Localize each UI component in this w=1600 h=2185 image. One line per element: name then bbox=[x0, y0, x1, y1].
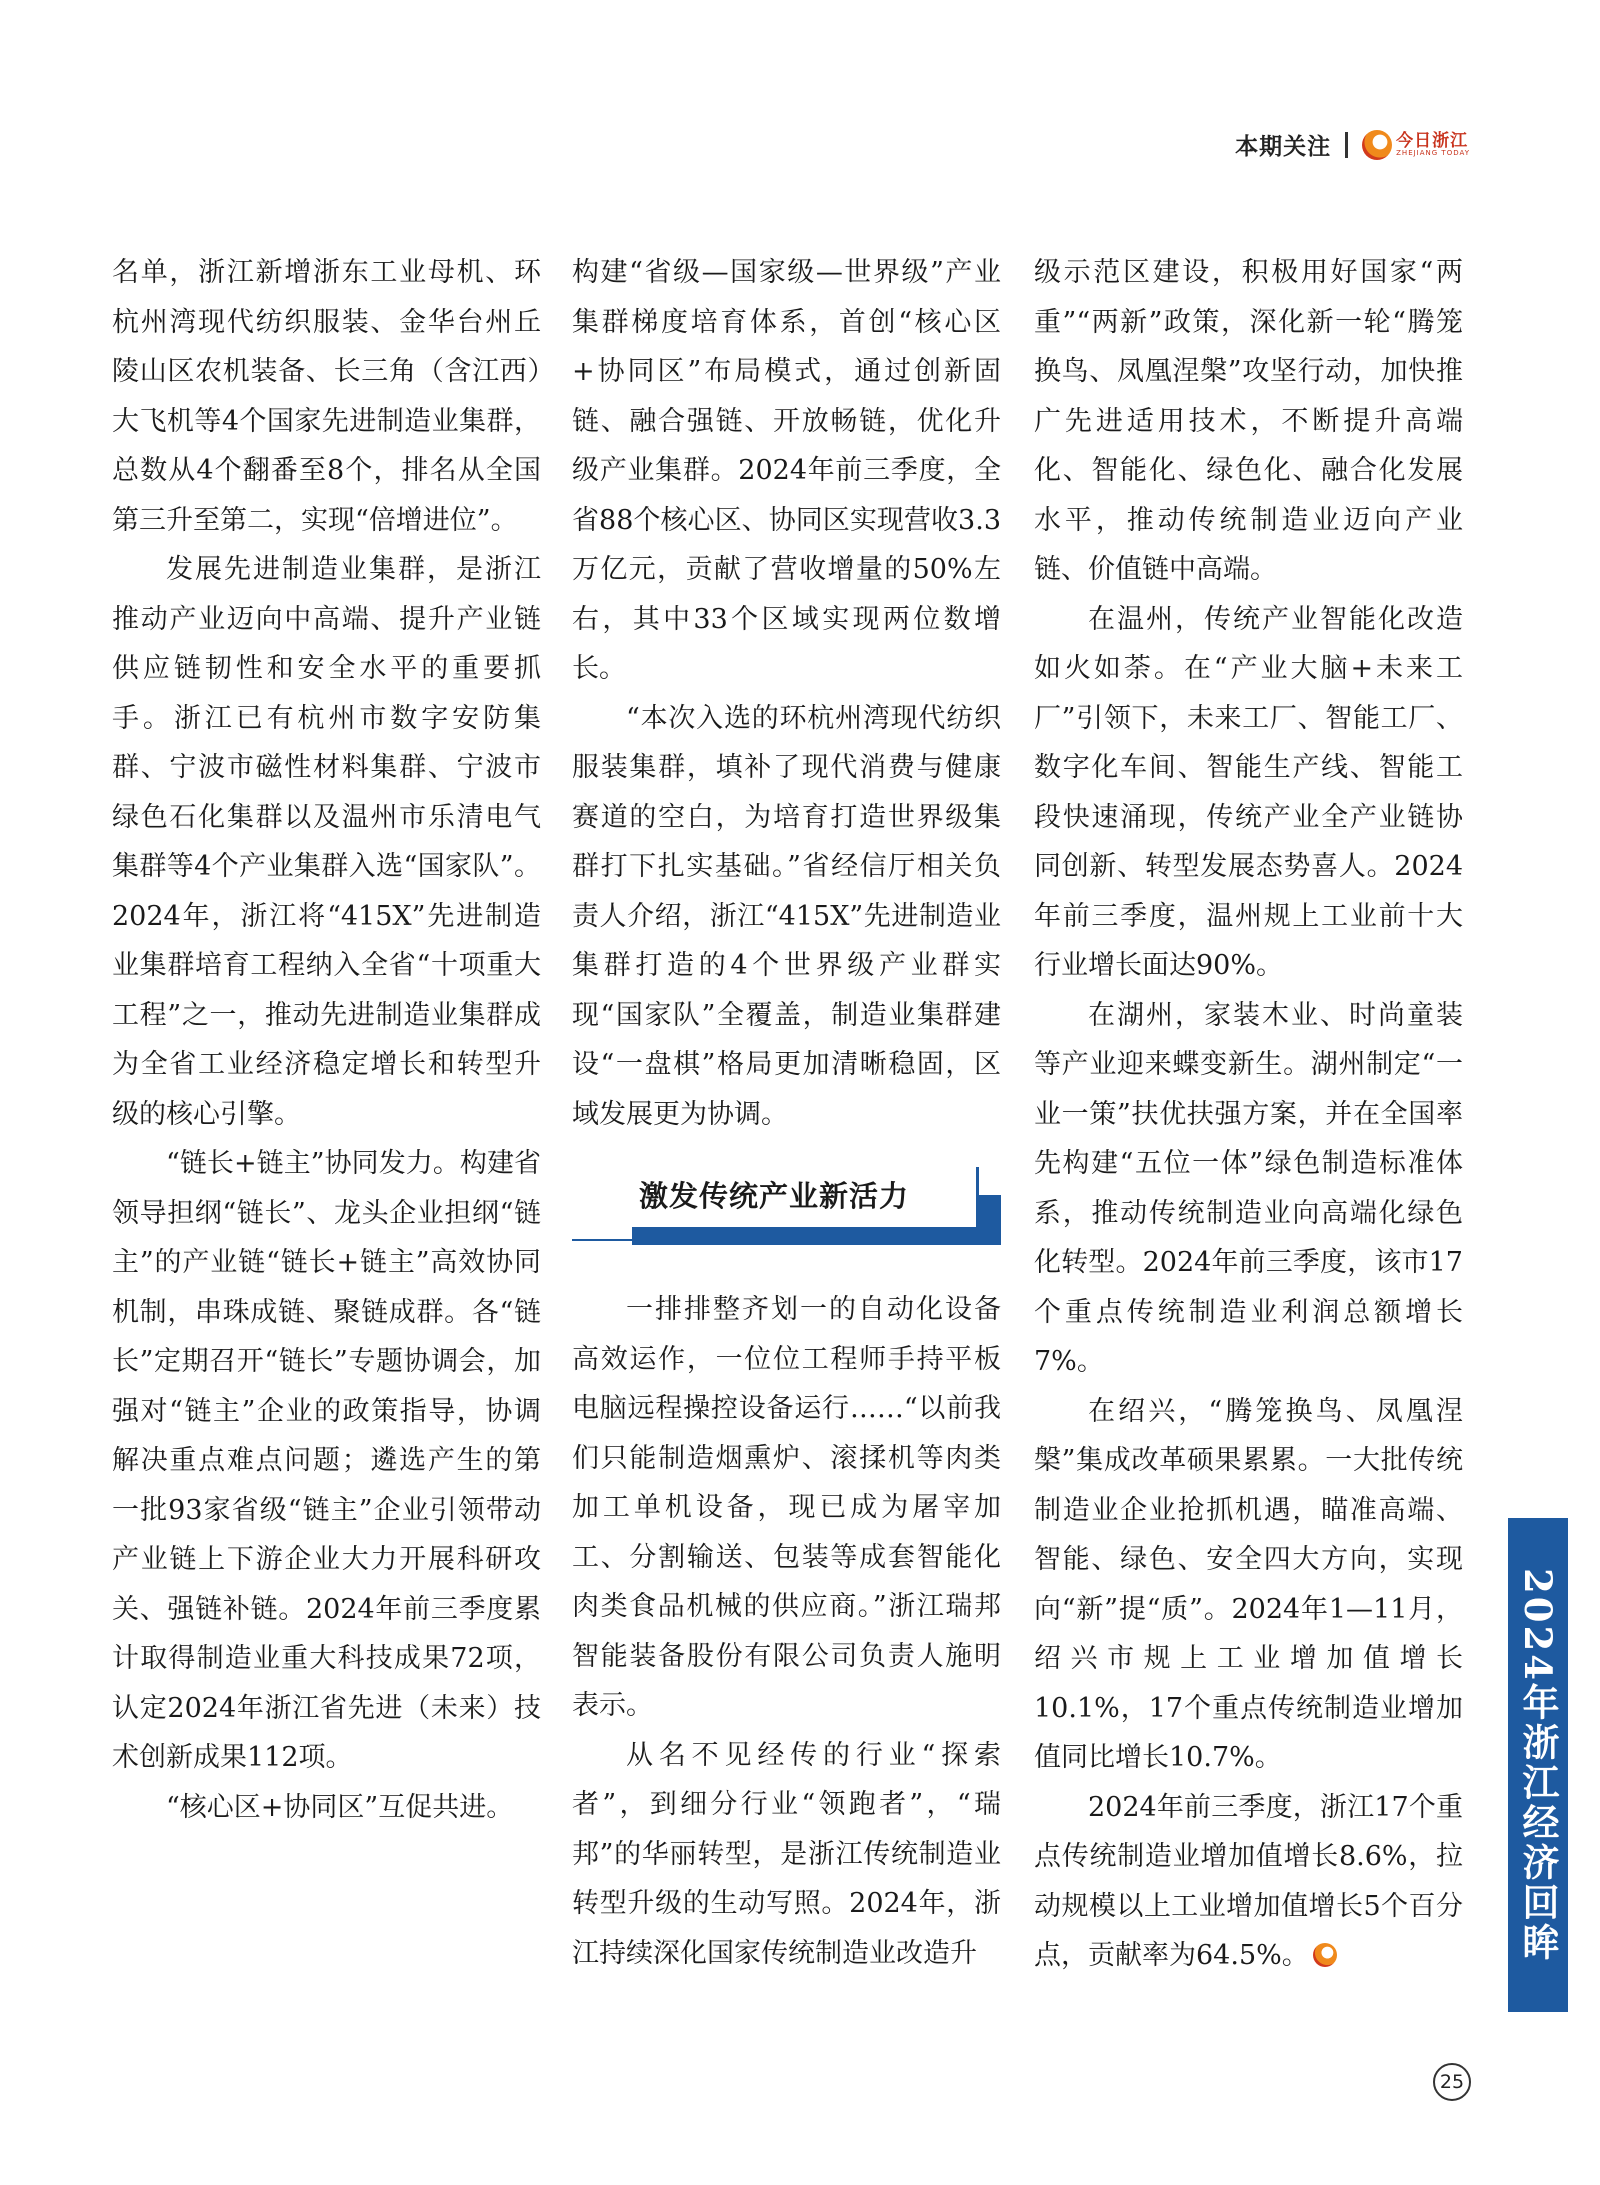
paragraph: 一排排整齐划一的自动化设备高效运作，一位位工程师手持平板电脑远程操控设备运行……“以前我们只能制造烟熏炉、滚揉机等肉类加工单机设备，现已成为屠宰加工、分割输送、包装等成套智能化肉类食品机械的供应商。”浙江瑞邦智能装备股份有限公司负责人施明表示。 bbox=[572, 1294, 1001, 1721]
paragraph: 从名不见经传的行业“探索者”，到细分行业“领跑者”，“瑞邦”的华丽转型，是浙江传统制造业转型升级的生动写照。2024年，浙江持续深化国家传统制造业改造升 bbox=[572, 1739, 1001, 1969]
paragraph: 在温州，传统产业智能化改造如火如荼。在“产业大脑+未来工厂”引领下，未来工厂、智能工厂、数字化车间、智能生产线、智能工段快速涌现，传统产业全产业链协同创新、转型发展态势喜人。2024年前三季度，温州规上工业前十大行业增长面达90%。 bbox=[1034, 603, 1463, 981]
paragraph: 在湖州，家装木业、时尚童装等产业迎来蝶变新生。湖州制定“一业一策”扶优扶强方案，并在全国率先构建“五位一体”绿色制造标准体系，推动传统制造业向高端化绿色化转型。2024年前三季度，该市17个重点传统制造业利润总额增长7%。 bbox=[1034, 999, 1463, 1377]
header-divider bbox=[1345, 132, 1348, 158]
side-tab-label: 2024年浙江经济回眸 bbox=[1516, 1567, 1560, 1963]
page-number: 25 bbox=[1433, 2063, 1471, 2101]
article-column-1 bbox=[112, 248, 541, 1832]
paragraph: “链长+链主”协同发力。构建省领导担纲“链长”、龙头企业担纲“链主”的产业链“链长+链主”高效协同机制，串珠成链、聚链成群。各“链长”定期召开“链长”专题协调会，加强对“链主”企业的政策指导，协调解决重点难点问题；遴选产生的第一批93家省级“链主”企业引领带动产业链上下游企业大力开展科研攻关、强链补链。2024年前三季度累计取得制造业重大科技成果72项，认定2024年浙江省先进（未来）技术创新成果112项。 bbox=[112, 1148, 541, 1773]
end-mark-icon bbox=[1313, 1943, 1337, 1967]
paragraph: 名单，浙江新增浙东工业母机、环杭州湾现代纺织服装、金华台州丘陵山区农机装备、长三角（含江西）大飞机等4个国家先进制造业集群，总数从4个翻番至8个，排名从全国第三升至第二，实现“倍增进位”。 bbox=[112, 257, 541, 536]
paragraph: 级示范区建设，积极用好国家“两重”“两新”政策，深化新一轮“腾笼换鸟、凤凰涅槃”攻坚行动，加快推广先进适用技术，不断提升高端化、智能化、绿色化、融合化发展水平，推动传统制造业迈向产业链、价值链中高端。 bbox=[1034, 257, 1463, 585]
logo-en: ZHEJIANG TODAY bbox=[1396, 148, 1470, 157]
paragraph: “核心区+协同区”互促共进。 bbox=[166, 1791, 514, 1823]
article-column-3 bbox=[1034, 248, 1463, 1981]
paragraph-text: 2024年前三季度，浙江17个重点传统制造业增加值增长8.6%，拉动规模以上工业增加值增长5个百分点，贡献率为64.5%。 bbox=[1034, 1791, 1463, 1971]
paragraph: “本次入选的环杭州湾现代纺织服装集群，填补了现代消费与健康赛道的空白，为培育打造世界级集群打下扎实基础。”省经信厅相关负责人介绍，浙江“415X”先进制造业集群打造的4个世界级产业群实现“国家队”全覆盖，制造业集群建设“一盘棋”格局更加清晰稳固，区域发展更为协调。 bbox=[572, 702, 1001, 1130]
logo-text bbox=[1396, 130, 1470, 157]
section-subheading bbox=[572, 1167, 1001, 1245]
logo-icon bbox=[1362, 130, 1392, 160]
section-label: 本期关注 bbox=[1235, 134, 1332, 160]
page-header bbox=[1235, 128, 1470, 161]
logo-cn: 今日浙江 bbox=[1396, 130, 1469, 151]
paragraph: 构建“省级—国家级—世界级”产业集群梯度培育体系，首创“核心区+协同区”布局模式，通过创新固链、融合强链、开放畅链，优化升级产业集群。2024年前三季度，全省88个核心区、协同区实现营收3.3万亿元，贡献了营收增量的50%左右，其中33个区域实现两位数增长。 bbox=[572, 257, 1001, 684]
magazine-logo bbox=[1362, 130, 1470, 160]
article-column-2 bbox=[572, 248, 1001, 1978]
paragraph: 在绍兴，“腾笼换鸟、凤凰涅槃”集成改革硕果累累。一大批传统制造业企业抢抓机遇，瞄准高端、智能、绿色、安全四大方向，实现向“新”提“质”。2024年1—11月，绍兴市规上工业增加值增长10.1%，17个重点传统制造业增加值同比增长10.7%。 bbox=[1034, 1395, 1463, 1773]
subheading-rule bbox=[572, 1239, 632, 1241]
paragraph-last bbox=[1034, 1783, 1463, 1981]
series-side-tab bbox=[1508, 1518, 1568, 2012]
subheading-text: 激发传统产业新活力 bbox=[572, 1167, 979, 1227]
paragraph: 发展先进制造业集群，是浙江推动产业迈向中高端、提升产业链供应链韧性和安全水平的重要抓手。浙江已有杭州市数字安防集群、宁波市磁性材料集群、宁波市绿色石化集群以及温州市乐清电气集群等4个产业集群入选“国家队”。2024年，浙江将“415X”先进制造业集群培育工程纳入全省“十项重大工程”之一，推动先进制造业集群成为全省工业经济稳定增长和转型升级的核心引擎。 bbox=[112, 554, 541, 1130]
